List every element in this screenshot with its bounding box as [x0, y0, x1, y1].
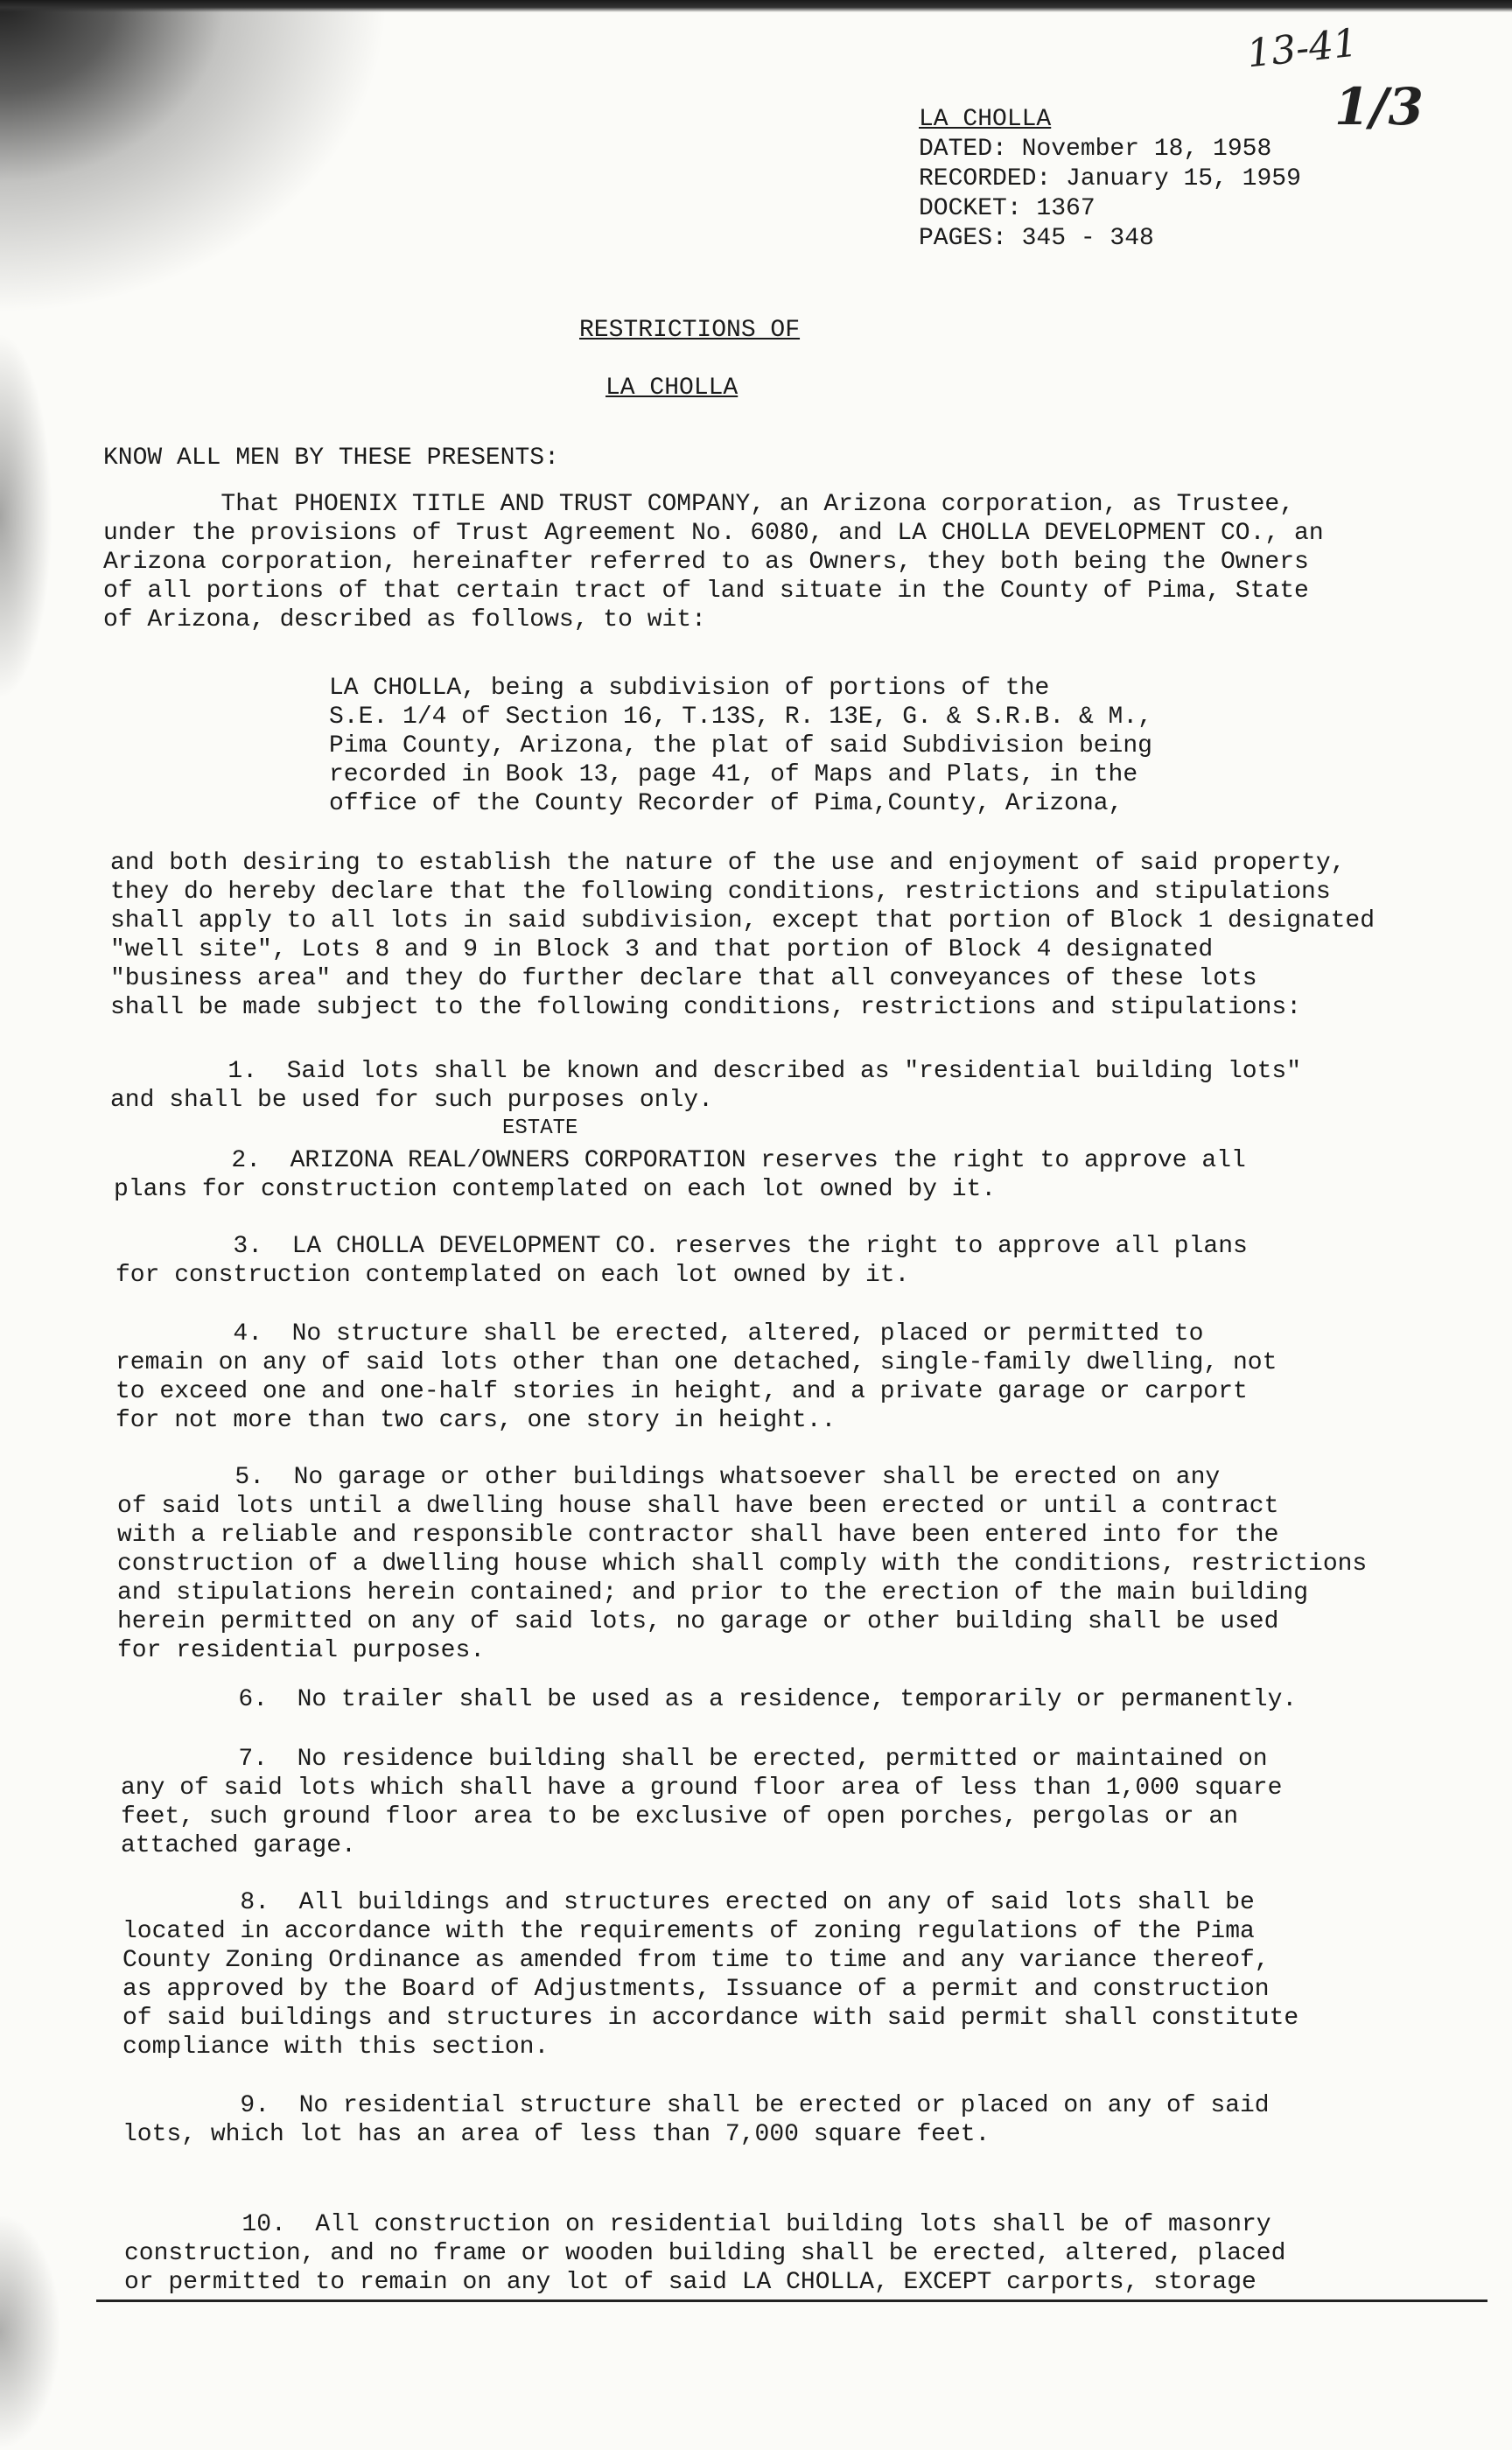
- restriction-item: 10. All construction on residential building lots shall be of masonry construction, and no frame or wooden building shall be erected, altered, placed or permitted to remain on any lot of said LA CHOLLA, EXCEPT carports, storage: [124, 2211, 1286, 2296]
- declaration-paragraph: and both desiring to establish the nature of the use and enjoyment of said property, they do hereby declare that the following conditions, restrictions and stipulations shall apply to all lots in said subdivision, except that portion of Block 1 designated "well site", Lots 8 and 9 in Block 3 and that portion of Block 4 designated "business area" and they do further declare that all conveyances of these lots shall be made subject to the following conditions, restrictions and stipulations:: [110, 850, 1376, 1021]
- restriction-item: 4. No structure shall be erected, altered, placed or permitted to remain on any of said lots other than one detached, single-family dwelling, not to exceed one and one-half stories in height, and a private garage or carport for not more than two cars, one story in height..: [116, 1320, 1278, 1434]
- legal-description: LA CHOLLA, being a subdivision of portions of the S.E. 1/4 of Section 16, T.13S, R. 13E, G. & S.R.B. & M., Pima County, Arizona, the plat of said Subdivision being recorded in Book 13, page 41, of Maps and Plats, in the office of the County Recorder of Pima,County, Arizona,: [329, 675, 1152, 817]
- restriction-item: 7. No residence building shall be erected, permitted or maintained on any of said lots which shall have a ground floor area of less than 1,000 square feet, such ground floor area to be exclusive of open porches, pergolas or an attached garage.: [121, 1746, 1283, 1859]
- scan-speckle: [0, 0, 455, 368]
- recording-header: [919, 105, 1301, 254]
- handwritten-insertion: ESTATE: [502, 1116, 578, 1140]
- preamble: KNOW ALL MEN BY THESE PRESENTS:: [103, 444, 559, 472]
- header-name: LA CHOLLA: [919, 106, 1052, 133]
- header-pages: PAGES: 345 - 348: [919, 225, 1154, 252]
- restriction-item: 3. LA CHOLLA DEVELOPMENT CO. reserves the right to approve all plans for construction contemplated on each lot owned by it.: [116, 1233, 1248, 1289]
- header-docket: DOCKET: 1367: [919, 195, 1096, 222]
- document-subtitle: LA CHOLLA: [606, 374, 738, 402]
- handwritten-fraction: 1/3: [1334, 77, 1424, 136]
- header-dated: DATED: November 18, 1958: [919, 136, 1272, 163]
- restriction-item: 5. No garage or other buildings whatsoever shall be erected on any of said lots until a dwelling house shall have been erected or until a contract with a reliable and responsible contractor shall have been entered into for the construction of a dwelling house which shall comply with the conditions, restrictions and stipulations herein contained; and prior to the erection of the main building herein permitted on any of said lots, no garage or other building shall be used for residential purposes.: [117, 1464, 1368, 1664]
- restriction-item: 2. ARIZONA REAL/OWNERS CORPORATION reserves the right to approve all plans for construction contemplated on each lot owned by it.: [114, 1147, 1246, 1203]
- restriction-item: 1. Said lots shall be known and described as "residential building lots" and shall be used for such purposes only.: [110, 1058, 1302, 1114]
- document-title: RESTRICTIONS OF: [579, 317, 801, 344]
- page-divider: [96, 2300, 1488, 2302]
- header-recorded: RECORDED: January 15, 1959: [919, 165, 1301, 192]
- scan-edge: [0, 0, 1512, 12]
- scan-speckle: [0, 2214, 61, 2450]
- intro-paragraph: That PHOENIX TITLE AND TRUST COMPANY, an Arizona corporation, as Trustee, under the provisions of Trust Agreement No. 6080, and LA CHOLLA DEVELOPMENT CO., an Arizona corporation, hereinafter referred to as Owners, they both being the Owners of all portions of that certain tract of land situate in the County of Pima, State of Arizona, described as follows, to wit:: [103, 491, 1324, 634]
- restriction-item: 9. No residential structure shall be erected or placed on any of said lots, which lot has an area of less than 7,000 square feet.: [122, 2092, 1270, 2148]
- scan-speckle: [0, 332, 52, 700]
- restriction-item: 6. No trailer shall be used as a residence, temporarily or permanently.: [121, 1686, 1298, 1713]
- handwritten-number: 13-41: [1244, 20, 1361, 77]
- restriction-item: 8. All buildings and structures erected on any of said lots shall be located in accordance with the requirements of zoning regulations of the Pima County Zoning Ordinance as amended from time to time and any variance thereof, as approved by the Board of Adjustments, Issuance of a permit and construction of said buildings and structures in accordance with said permit shall constitute compliance with this section.: [122, 1889, 1299, 2061]
